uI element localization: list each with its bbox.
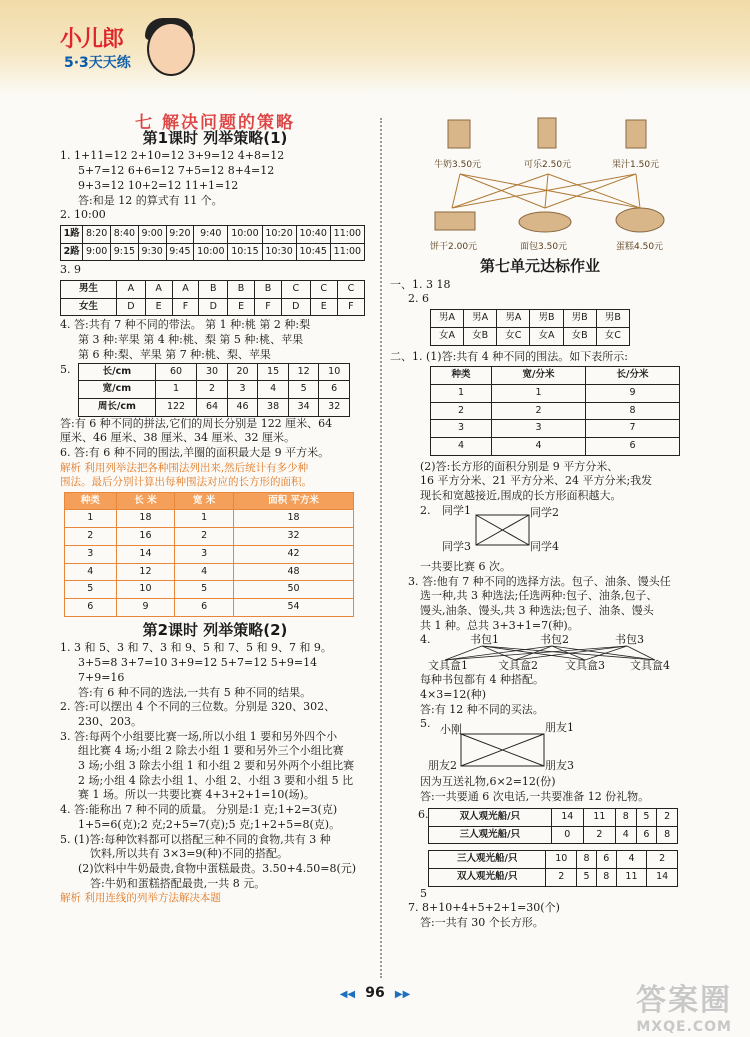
table-cell: 42	[234, 545, 354, 563]
table-cell: 男A	[464, 310, 497, 328]
table-cell: 15	[258, 363, 289, 381]
table-cell: 6	[65, 598, 117, 616]
table-cell: 种类	[431, 367, 492, 385]
table-cell: 2	[492, 402, 586, 420]
table-cell: 10:30	[262, 243, 296, 261]
table-cell: 9:45	[166, 243, 194, 261]
table-cell: 4	[615, 826, 636, 844]
table-row	[61, 281, 365, 299]
table-cell: 32	[234, 528, 354, 546]
table-cell: 9:30	[138, 243, 166, 261]
table-cell: 双人观光船/只	[429, 868, 546, 886]
l2-line: 1+5=6(克);2 克;2+5=7(克);5 克;1+2+5=8(克)。	[78, 817, 341, 831]
diagram-label: 文具盒3	[565, 659, 605, 673]
table-cell: 9:00	[83, 243, 111, 261]
table-cell: 14	[551, 808, 583, 826]
table-cell: 女A	[431, 327, 464, 345]
table-cell: 宽/cm	[79, 381, 156, 399]
table-cell: 长 米	[116, 492, 175, 510]
table-row	[65, 581, 354, 599]
table-cell: 7	[586, 420, 680, 438]
l2-line: 赛 1 场。所以一共要比赛 4+3+2+1=10(场)。	[78, 788, 315, 802]
table-cell: F	[255, 298, 282, 316]
table-row	[431, 420, 680, 438]
l1-q6: 6. 答:有 6 种不同的围法,羊圈的面积最大是 9 平方米。	[60, 446, 330, 460]
table-cell: 长/分米	[586, 367, 680, 385]
table-cell: D	[199, 298, 228, 316]
l2-line: 答:牛奶和蛋糕搭配最贵,一共 8 元。	[90, 876, 266, 890]
juice-icon	[626, 120, 646, 148]
table-cell: A	[117, 281, 146, 299]
l2-line: 组比赛 4 场;小组 2 除去小组 1 要和另外三个小组比赛	[78, 744, 344, 758]
table-cell: 10:00	[194, 243, 228, 261]
u-q3-line: 选一种,共 3 种选法;任选两种:包子、油条,包子、	[420, 589, 658, 603]
table-cell: 2	[647, 851, 678, 869]
diagram-label: 小刚	[440, 723, 462, 737]
table-row	[429, 868, 678, 886]
chapter-title: 七 解决问题的策略	[135, 113, 295, 133]
table-cell: 男A	[497, 310, 530, 328]
table-cell: 18	[234, 510, 354, 528]
diagram-label: 同学4	[530, 539, 559, 553]
q5-friend-diagram: 5. 小刚 朋友1 朋友2 朋友3	[420, 717, 574, 773]
table-cell: 9	[586, 384, 680, 402]
table-cell: 20	[227, 363, 258, 381]
l2-line: (2)饮料中牛奶最贵,食物中蛋糕最贵。3.50+4.50=8(元)	[78, 861, 357, 875]
table-cell: 11	[616, 868, 647, 886]
table-cell: 2	[583, 826, 615, 844]
l2-line: 答:有 6 种不同的选法,一共有 5 种不同的结果。	[78, 685, 312, 699]
table-cell: E	[145, 298, 172, 316]
table-row	[65, 492, 354, 510]
l2-line: 2 场;小组 4 除去小组 1、小组 2、小组 3 要和小组 5 比	[78, 773, 354, 787]
table-cell: 1	[155, 381, 196, 399]
l1-q5: 5.	[60, 362, 71, 376]
u-s1: 一、1. 3 18	[390, 277, 451, 291]
table-cell: 女C	[596, 327, 629, 345]
diagram-label: 同学2	[530, 505, 559, 519]
table-cell: 50	[234, 581, 354, 599]
l2-line: 230、203。	[78, 714, 142, 728]
table-cell: 30	[197, 363, 228, 381]
u-s2-intro: 二、1. (1)答:共有 4 种不同的围法。如下表所示:	[390, 349, 628, 363]
table-cell: 三人观光船/只	[429, 826, 552, 844]
bus-schedule-table	[60, 225, 365, 261]
table-cell: 宽/分米	[492, 367, 586, 385]
u-q3-line: 馒头,油条、馒头,共 3 种选法;包子、油条、馒头	[420, 603, 654, 617]
table-cell: 32	[319, 398, 350, 416]
lesson1-title: 第1课时 列举策略(1)	[142, 128, 288, 147]
l1-q5-answer: 答:有 6 种不同的拼法,它们的周长分别是 122 厘米、64	[60, 416, 333, 430]
table-cell: 5	[65, 581, 117, 599]
table-row	[79, 398, 350, 416]
table-cell: 10:00	[228, 225, 262, 243]
table-cell: 6	[586, 438, 680, 456]
next-arrows-icon: ▶▶	[394, 989, 411, 1000]
table-cell: 10:15	[228, 243, 262, 261]
table-cell: 9:15	[111, 243, 139, 261]
l1-q2: 2. 10:00	[60, 208, 106, 222]
table-cell: 4	[65, 563, 117, 581]
l1-q5-answer: 厘米、46 厘米、38 厘米、34 厘米、32 厘米。	[60, 431, 295, 445]
table-cell: 2	[546, 868, 577, 886]
table-cell: 4	[175, 563, 234, 581]
l2-line: 5. (1)答:每种饮料都可以搭配三种不同的食物,共有 3 种	[60, 832, 331, 846]
table-cell: 10:40	[296, 225, 330, 243]
perimeter-table	[78, 363, 350, 417]
boat-table-1	[428, 808, 678, 844]
table-cell: 4	[431, 438, 492, 456]
u-q5-line: 答:一共要通 6 次电话,一共要准备 12 份礼物。	[420, 790, 650, 804]
unit-title: 第七单元达标作业	[479, 257, 600, 275]
brand-logo	[52, 20, 182, 80]
table-cell: 11:00	[330, 243, 364, 261]
cake-icon	[616, 208, 664, 232]
q4-bag-diagram: 4. 书包1 书包2 书包3 文具盒1 文具盒2 文具盒3 文具盒4	[390, 633, 690, 673]
table-cell: 8	[586, 402, 680, 420]
table-cell: 女B	[464, 327, 497, 345]
food-label: 饼干2.00元	[430, 242, 478, 252]
table-cell: 38	[258, 398, 289, 416]
right-column: 牛奶3.50元 可乐2.50元 果汁1.50元 饼干2.00元 面包3.50元 蛋糕4.50元 第七单元达标作业 一、1. 3 18 2. 6 男A 男A 男A 男B 男B 男B 女A 女B 女C 女A 女B 女C 二、1. (1)答:共有 4 种不同的围法。如下表所示: 种类 宽/分米 长/分米 1 1 9 2 2 8 3 3 7 4 4 6 (2)答:长方形的面积分别是 9 平方分米、 16 平方分米、21 平方分米、24 平方分米;我发 现长和宽越接近,围成的长方形面积越大。 2. 同学1 同学2 同学3 同学4 一共要比赛 6 次。 3. 答:他有 7 种不同的选择方法。包子、油条、馒头任 选一种,共 3 种选法;任选两种:包子、油条,包子、 馒头,油条、馒头,共 3 种选法;包子、油条、馒头 共 1 种。总共 3+3+1=7(种)。 4. 书包1 书包2 书包3 文具盒1 文具盒2 文具盒3 文具盒4 每种书包都有 4 种搭配。 4×3=12(种) 答:有 12 种不同的买法。 5. 小刚 朋友1 朋友2 朋友3 因为互送礼物,6×2=12(份) 答:一共要通 6 次电话,一共要准备 12 份礼物。 6. 双人观光船/只 14 11 8 5 2 三人观光船/只 0 2 4 6 8 三人观光船/只 10 8 6 4 2 双人观光船/只 2 5 8 11 14 5 7. 8+10+4+5+2+1=30(个) 答:一共有 30 个长方形。	[390, 112, 690, 931]
match-line	[452, 174, 548, 208]
l1-q1-line: 9+3=12 10+2=12 11+1=12	[78, 178, 239, 192]
l2-line: 7+9=16	[78, 670, 125, 684]
bread-icon	[519, 212, 571, 232]
table-cell: 9:40	[194, 225, 228, 243]
u-q6-count: 5	[420, 886, 427, 900]
table-cell: 三人观光船/只	[429, 851, 546, 869]
table-cell: 10	[319, 363, 350, 381]
u-s2-answer: 16 平方分米、21 平方分米、24 平方分米;我发	[420, 474, 653, 488]
table-cell: 10	[546, 851, 577, 869]
match-line	[452, 174, 636, 208]
brand-name: 小儿郎	[60, 27, 124, 52]
u-s2-answer: 现长和宽越接近,围成的长方形面积越大。	[420, 489, 622, 503]
table-cell: 9:00	[138, 225, 166, 243]
q2-match-diagram: 2. 同学1 同学2 同学3 同学4	[420, 503, 559, 553]
table-cell: 3	[227, 381, 258, 399]
table-cell: 男A	[431, 310, 464, 328]
table-cell: C	[310, 281, 337, 299]
table-cell: 2	[197, 381, 228, 399]
table-cell: 女A	[530, 327, 563, 345]
diagram-label: 朋友1	[545, 721, 574, 735]
friend-rectangle	[460, 733, 545, 767]
brand-series: 5·3天天练	[64, 55, 131, 71]
u-s2-answer: (2)答:长方形的面积分别是 9 平方分米、	[420, 459, 619, 473]
table-cell: 64	[197, 398, 228, 416]
match-line	[452, 174, 460, 208]
l2-line: 1. 3 和 5、3 和 7、3 和 9、5 和 7、5 和 9、7 和 9。	[60, 641, 332, 655]
table-cell: 女B	[563, 327, 596, 345]
l2-hint: 解析 利用连线的列举方法解决本题	[60, 892, 221, 905]
table-cell: 女C	[497, 327, 530, 345]
page-header	[0, 0, 750, 95]
u-q4-line: 答:有 12 种不同的买法。	[420, 702, 544, 716]
table-cell: 4	[616, 851, 647, 869]
food-matching-diagram	[390, 112, 690, 257]
match-line	[636, 174, 640, 208]
l1-hint: 解析 利用列举法把各种围法列出来,然后统计有多少种	[60, 461, 309, 474]
table-cell: A	[172, 281, 199, 299]
table-cell: 9:20	[166, 225, 194, 243]
u-q5-line: 因为互送礼物,6×2=12(份)	[420, 775, 556, 789]
table-row	[429, 826, 678, 844]
table-cell: 11:00	[330, 225, 364, 243]
table-cell: 4	[258, 381, 289, 399]
food-label: 面包3.50元	[520, 242, 568, 252]
table-cell: 长/cm	[79, 363, 156, 381]
l2-line: 4. 答:能称出 7 种不同的质量。 分别是:1 克;1+2=3(克)	[60, 803, 338, 817]
table-cell: 34	[288, 398, 319, 416]
table-cell: 周长/cm	[79, 398, 156, 416]
l2-line: 3 场;小组 3 除去小组 1 和小组 2 要和另外两个小组比赛	[78, 759, 355, 773]
table-cell: 48	[234, 563, 354, 581]
match-line	[548, 174, 640, 208]
table-cell: 2	[65, 528, 117, 546]
food-label: 蛋糕4.50元	[616, 242, 664, 252]
milk-icon	[448, 120, 470, 148]
l1-q4-line: 第 3 种:苹果 第 4 种:桃、梨 第 5 种:桃、苹果	[78, 333, 304, 347]
table-cell: 8:20	[83, 225, 111, 243]
diagram-label: 朋友2	[428, 759, 457, 773]
table-cell: 6	[596, 851, 616, 869]
table-cell: 60	[155, 363, 196, 381]
watermark-text: 答案圈	[636, 983, 732, 1018]
table-cell: C	[337, 281, 364, 299]
table-row	[79, 381, 350, 399]
table-cell: B	[199, 281, 228, 299]
l1-q1-line: 5+7=12 6+6=12 7+5=12 8+4=12	[78, 164, 275, 178]
pairing-table	[60, 280, 365, 316]
table-cell: 8	[596, 868, 616, 886]
table-row	[61, 225, 365, 243]
table-cell: 8	[657, 826, 678, 844]
table-row	[61, 298, 365, 316]
cola-icon	[538, 118, 556, 148]
u-q7-line: 答:一共有 30 个长方形。	[420, 916, 544, 930]
table-cell: 3	[65, 545, 117, 563]
table-cell: 18	[116, 510, 175, 528]
diagram-label: 文具盒4	[630, 659, 670, 673]
table-row	[431, 327, 630, 345]
diagram-label: 书包3	[615, 633, 644, 647]
pair-table	[430, 309, 630, 345]
l1-q1-line: 答:和是 12 的算式有 11 个。	[78, 193, 223, 207]
table-row	[431, 384, 680, 402]
watermark-url: MXQE.COM	[636, 1019, 732, 1035]
table-cell: 10:45	[296, 243, 330, 261]
table-row	[429, 808, 678, 826]
l2-line: 饮料,所以共有 3×3=9(种)不同的搭配。	[90, 847, 289, 861]
table-cell: 54	[234, 598, 354, 616]
table-row	[65, 598, 354, 616]
table-cell: 16	[116, 528, 175, 546]
table-cell: 122	[155, 398, 196, 416]
table-cell: 2	[657, 808, 678, 826]
table-cell: 5	[636, 808, 657, 826]
table-cell: 1	[492, 384, 586, 402]
table-cell: 6	[175, 598, 234, 616]
table-cell: D	[281, 298, 310, 316]
match-line	[460, 174, 640, 208]
table-cell: 男B	[530, 310, 563, 328]
match-rectangle	[475, 514, 530, 546]
diagram-label: 书包2	[540, 633, 569, 647]
table-cell: 5	[577, 868, 597, 886]
match-line	[545, 174, 636, 208]
table-cell: B	[228, 281, 255, 299]
table-cell: E	[228, 298, 255, 316]
boat-table-2	[428, 850, 678, 886]
column-divider	[380, 118, 382, 978]
table-cell: 6	[319, 381, 350, 399]
table-cell: 10	[116, 581, 175, 599]
table-cell: 面积 平方米	[234, 492, 354, 510]
table-row	[65, 545, 354, 563]
table-row	[79, 363, 350, 381]
diagram-label: 文具盒2	[498, 659, 538, 673]
table-cell: E	[310, 298, 337, 316]
table-cell: F	[337, 298, 364, 316]
lesson2-title: 第2课时 列举策略(2)	[142, 620, 288, 639]
table-cell: 1	[65, 510, 117, 528]
table-cell: 6	[636, 826, 657, 844]
drink-label: 果汁1.50元	[612, 160, 660, 170]
u-q7-line: 7. 8+10+4+5+2+1=30(个)	[408, 901, 560, 915]
table-row	[65, 528, 354, 546]
table-row	[431, 310, 630, 328]
table-cell: F	[172, 298, 199, 316]
prev-arrows-icon: ◀◀	[339, 989, 356, 1000]
table-cell: 12	[116, 563, 175, 581]
table-cell: 8	[577, 851, 597, 869]
mascot-face-icon	[147, 22, 195, 76]
u-q3-line: 3. 答:他有 7 种不同的选择方法。包子、油条、馒头任	[408, 574, 671, 588]
table-cell: 5	[175, 581, 234, 599]
table-cell: C	[281, 281, 310, 299]
table-cell: B	[255, 281, 282, 299]
table-cell: 3	[431, 420, 492, 438]
diagram-label: 朋友3	[545, 759, 574, 773]
table-cell: 3	[492, 420, 586, 438]
u-s1-q2: 2. 6	[408, 292, 429, 306]
drink-label: 牛奶3.50元	[434, 160, 482, 170]
l2-line: 3. 答:每两个小组要比赛一场,所以小组 1 要和另外四个小	[60, 729, 338, 743]
table-cell: 46	[227, 398, 258, 416]
table-cell: 11	[583, 808, 615, 826]
table-cell: A	[145, 281, 172, 299]
u-q2-answer: 一共要比赛 6 次。	[420, 559, 511, 573]
table-cell: 14	[647, 868, 678, 886]
table-cell: 10:20	[262, 225, 296, 243]
u-q3-line: 共 1 种。总共 3+3+1=7(种)。	[420, 618, 579, 632]
l1-q3: 3. 9	[60, 263, 81, 277]
table-cell: 2	[431, 402, 492, 420]
table-cell: 3	[175, 545, 234, 563]
biscuit-icon	[435, 212, 475, 230]
table-cell: 男B	[596, 310, 629, 328]
table-cell: 女生	[61, 298, 117, 316]
table-row	[431, 438, 680, 456]
table-cell: 2路	[61, 243, 83, 261]
l1-hint: 围法。最后分别计算出每种围法对应的长方形的面积。	[60, 475, 312, 488]
table-row	[65, 510, 354, 528]
diagram-label: 同学1	[442, 503, 471, 517]
u-q4-line: 4×3=12(种)	[420, 688, 487, 702]
table-cell: 男生	[61, 281, 117, 299]
table-cell: 2	[175, 528, 234, 546]
table-cell: 1	[431, 384, 492, 402]
table-cell: 8:40	[111, 225, 139, 243]
l1-q4-line: 第 6 种:梨、苹果 第 7 种:桃、梨、苹果	[78, 347, 271, 361]
table-cell: D	[117, 298, 146, 316]
table-cell: 4	[492, 438, 586, 456]
table-row	[431, 402, 680, 420]
table-cell: 宽 米	[175, 492, 234, 510]
l1-q4-line: 4. 答:共有 7 种不同的带法。 第 1 种:桃 第 2 种:梨	[60, 318, 311, 332]
drink-label: 可乐2.50元	[524, 160, 572, 170]
table-cell: 12	[288, 363, 319, 381]
l1-q1-line: 1. 1+11=12 2+10=12 3+9=12 4+8=12	[60, 149, 285, 163]
u-q4-line: 每种书包都有 4 种搭配。	[420, 673, 544, 687]
table-row	[431, 367, 680, 385]
table-cell: 1	[175, 510, 234, 528]
diagram-label: 书包1	[470, 633, 499, 647]
table-row	[429, 851, 678, 869]
hint-area-table	[64, 492, 354, 617]
watermark	[636, 975, 732, 1035]
table-cell: 0	[551, 826, 583, 844]
left-column	[60, 112, 370, 905]
table-cell: 种类	[65, 492, 117, 510]
table-row	[65, 563, 354, 581]
table-cell: 1路	[61, 225, 83, 243]
table-cell: 9	[116, 598, 175, 616]
table-cell: 14	[116, 545, 175, 563]
table-cell: 8	[615, 808, 636, 826]
diagram-label: 同学3	[442, 539, 471, 553]
rectangle-table	[430, 366, 680, 456]
l2-line: 2. 答:可以摆出 4 个不同的三位数。分别是 320、302、	[60, 700, 336, 714]
l2-line: 3+5=8 3+7=10 3+9=12 5+7=12 5+9=14	[78, 656, 318, 670]
table-cell: 5	[288, 381, 319, 399]
page-number: 96	[365, 985, 385, 1001]
diagram-label: 文具盒1	[428, 659, 468, 673]
table-cell: 双人观光船/只	[429, 808, 552, 826]
table-cell: 男B	[563, 310, 596, 328]
table-row	[61, 243, 365, 261]
